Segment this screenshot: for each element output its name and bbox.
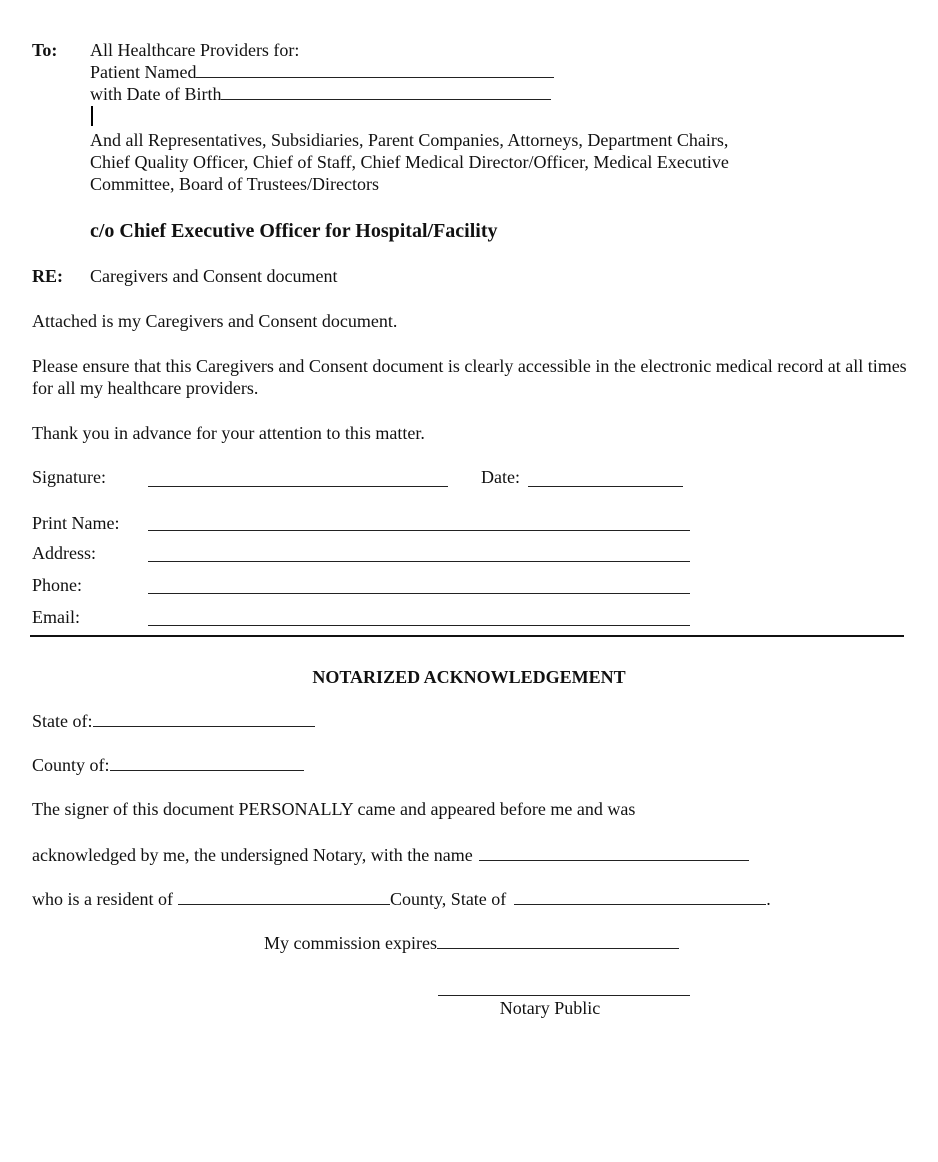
section-divider — [30, 635, 904, 637]
phone-label: Phone: — [32, 575, 83, 595]
to-recipients: All Healthcare Providers for: — [90, 40, 300, 60]
re-subject: Caregivers and Consent document — [90, 266, 338, 286]
resident-state-field[interactable] — [514, 890, 766, 905]
commission-row — [264, 932, 679, 954]
dob-label: with Date of Birth — [90, 84, 222, 104]
state-row — [32, 710, 315, 732]
patient-name-field[interactable] — [196, 63, 554, 78]
signature-field[interactable] — [148, 486, 448, 487]
commission-text: My commission expires — [264, 933, 437, 953]
representatives-line-1: And all Representatives, Subsidiaries, Parent Companies, Attorneys, Department Chairs, — [90, 130, 729, 150]
patient-name-label: Patient Named — [90, 62, 197, 82]
thanks-paragraph: Thank you in advance for your attention to this matter. — [32, 423, 425, 443]
acknowledged-text: acknowledged by me, the undersigned Notary, with the name — [32, 845, 473, 865]
county-label: County of: — [32, 755, 110, 775]
notary-signature-field[interactable] — [438, 995, 690, 996]
county-state-text: County, State of — [389, 889, 507, 909]
care-of-line: c/o Chief Executive Officer for Hospital/Facility — [90, 220, 498, 242]
resident-period: . — [766, 889, 771, 909]
patient-name-row — [90, 61, 554, 83]
signature-label: Signature: — [32, 467, 106, 487]
address-label: Address: — [32, 543, 96, 563]
dob-field[interactable] — [221, 85, 551, 100]
dob-row — [90, 83, 551, 105]
phone-field[interactable] — [148, 593, 690, 594]
resident-row — [32, 888, 771, 910]
date-label: Date: — [481, 467, 520, 487]
acknowledged-row — [32, 844, 749, 866]
attached-paragraph: Attached is my Caregivers and Consent document. — [32, 311, 398, 331]
resident-text: who is a resident of — [32, 889, 173, 909]
print-name-field[interactable] — [148, 530, 690, 531]
notary-title: NOTARIZED ACKNOWLEDGEMENT — [312, 667, 626, 687]
signer-name-field[interactable] — [479, 846, 749, 861]
date-field[interactable] — [528, 486, 683, 487]
print-name-label: Print Name: — [32, 513, 120, 533]
county-row — [32, 754, 304, 776]
address-field[interactable] — [148, 561, 690, 562]
representatives-line-2: Chief Quality Officer, Chief of Staff, Chief Medical Director/Officer, Medical Executive — [90, 152, 729, 172]
representatives-line-3: Committee, Board of Trustees/Directors — [90, 174, 379, 194]
to-label: To: — [32, 40, 58, 60]
state-label: State of: — [32, 711, 93, 731]
commission-date-field[interactable] — [437, 934, 679, 949]
ensure-paragraph: Please ensure that this Caregivers and Consent document is clearly accessible in the electronic medical record at all times for all my healthcare providers. — [32, 356, 907, 398]
state-field[interactable] — [93, 712, 315, 727]
notary-public-label: Notary Public — [499, 998, 601, 1018]
text-cursor — [91, 106, 93, 126]
email-label: Email: — [32, 607, 80, 627]
re-label: RE: — [32, 266, 63, 286]
county-field[interactable] — [110, 756, 304, 771]
resident-county-field[interactable] — [178, 890, 390, 905]
email-field[interactable] — [148, 625, 690, 626]
signer-statement: The signer of this document PERSONALLY came and appeared before me and was — [32, 799, 636, 819]
